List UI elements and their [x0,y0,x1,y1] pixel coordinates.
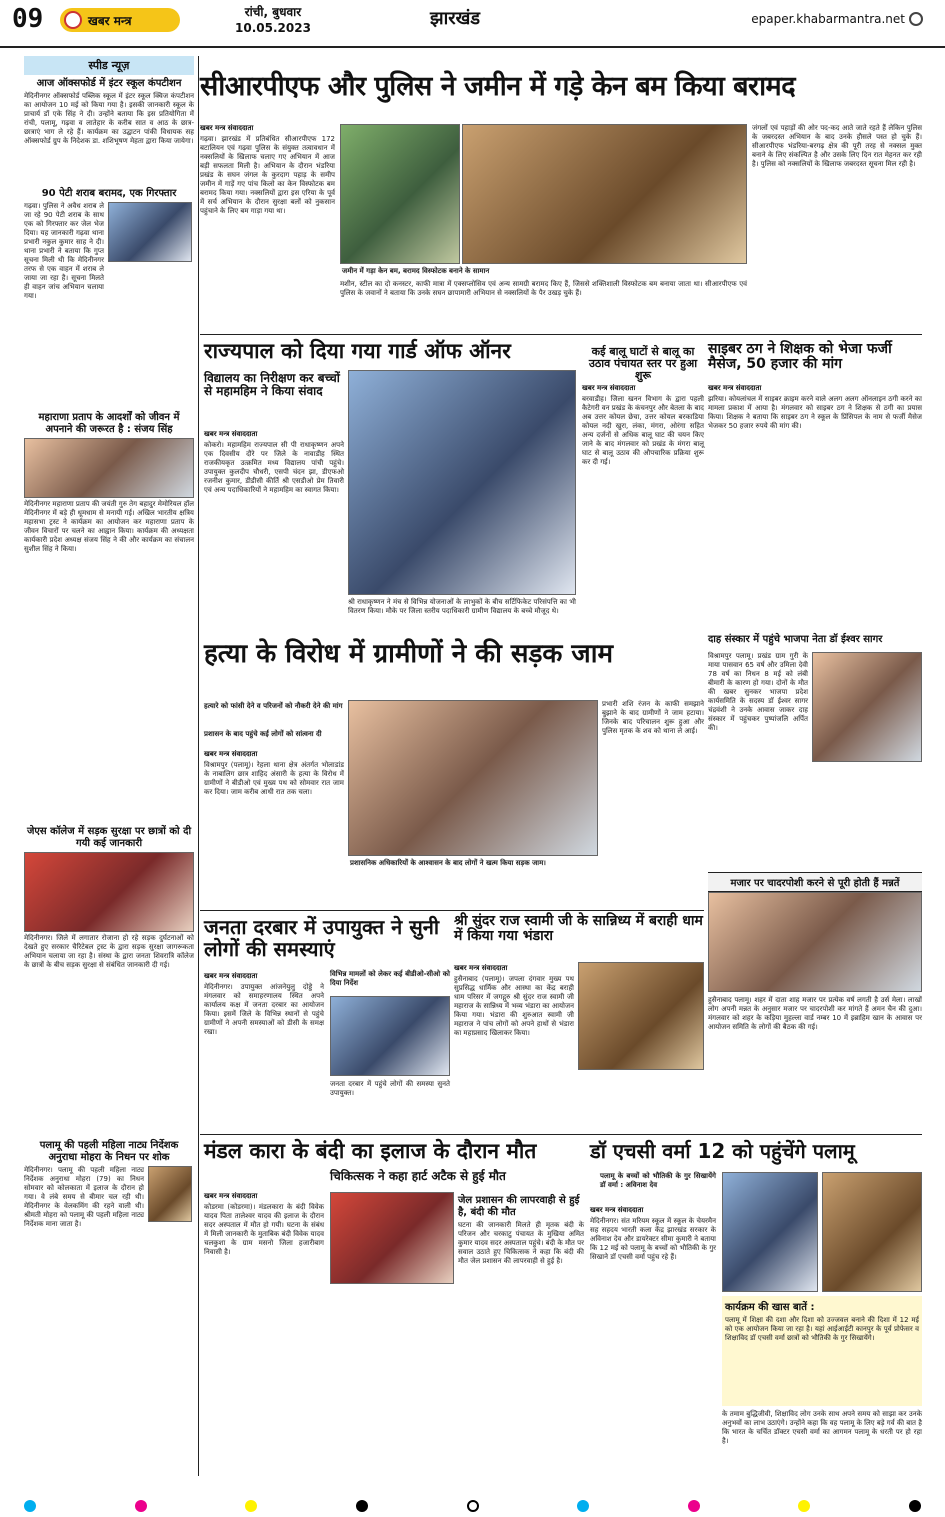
story3-body: मेदिनीनगर महाराणा प्रताप की जयंती गुरु तेग बहादुर मेमोरियल हॉल मेदिनीनगर में बड़े ही धूमधाम से मनायी गई। अखिल भारतीय क्षत्रिय महासभा ट्रस्ट ने कार्यक्रम का आयोजन कर महाराणा प्रताप के जीवन विचारों पर चलने का आह्वान किया। कार्यक्रम की अध्यक्षता कार्यकारी प्रदेश अध्यक्ष संजय सिंह ने की और कार्यक्रम का संचालन सुशील सिंह ने किया। [24,500,194,553]
mazar-body: हुसैनाबाद पलामू। शहर में दाता शाह मजार पर प्रत्येक वर्ष लगती है उर्स मेला। लाखों लोग अपनी मन्नत के अनुसार मजार पर चादरपोशी कर मांगते हैं अमन चैन की दुआ। मंगलवार को शहर के कड़िया मुहल्ला वार्ड नम्बर 10 में इब्राहिम खान के आवास पर आयोजन समिति के लोगों की बैठक की गई। [708,996,922,1031]
dr-headline: डॉ एचसी वर्मा 12 को पहुंचेंगे पलामू [590,1139,855,1163]
mandal-headline: मंडल कारा के बंदी का इलाज के दौरान मौत [204,1139,537,1163]
sand-story [582,384,704,634]
janta-photo [330,996,450,1076]
crpf-story [200,124,335,329]
murder-body: विश्रामपुर (पलामू)। रेहला थाना क्षेत्र अंतर्गत भोलाडांड के नाबालिग छात्र शाहिद अंसारी के हत्या के विरोध में ग्रामीणों ने बीडीओ एवं मुख्य पथ को सोमवार रात जाम कर दिया। जाम करीब आधी रात तक चला। [204,761,344,796]
crpf-body-2: मशीन, स्टील का दो कनस्टर, काफी मात्रा में एक्सप्लोसिव एवं अन्य सामग्री बरामद किए हैं, जिससे शक्तिशाली विस्फोटक बम बनाया जाता था। सीआरपीएफ एवं पुलिस के जवानों ने बताया कि उनके सघन छापामारी अभियान से नक्सलियों के पैर उखड़ चुके हैं। [340,280,747,297]
governor-headline: राज्यपाल को दिया गया गार्ड ऑफ ऑनर [204,339,511,363]
janta-headline: जनता दरबार में उपायुक्त ने सुनी लोगों की समस्याएं [204,915,439,961]
section-divider-3 [200,1134,922,1135]
speed-news-label: स्पीड न्यूज़ [24,56,194,75]
sand-byline: खबर मन्त्र संवाददाता [582,384,636,392]
magenta-dot [135,1500,147,1512]
cursor-icon [909,12,923,26]
city-day: रांची, बुधवार [244,5,302,19]
dr-verma-portrait-2 [822,1172,922,1292]
murder-story [204,702,344,907]
dr-story [590,1206,716,1476]
mandal-body-2: घटना की जानकारी मिलते ही मृतक बंदी के परिजन और चरकाटु पंचायत के मुखिया अमित कुमार यादव सदर अस्पताल पहुंचे। बंदी के मौत पर सवाल उठाते हुए चिकित्सक ने कहा कि बंदी की मौत जेल प्रशासन की लापरवाही से हुई है। [458,1221,584,1265]
story5-headline: पलामू की पहली महिला नाट्य निर्देशक अनुराधा मोहरा के निधन पर शोक [39,1140,179,1163]
murder-bullet-1: हत्यारे को फांसी देने व परिजनों को नौकरी देने की मांग [204,702,343,710]
mandal-story-2 [458,1192,584,1482]
bhandara-headline: श्री सुंदर राज स्वामी जी के सान्निध्य में बराही धाम में किया गया भंडारा [454,913,703,945]
janta-story [204,972,324,1130]
mandal-subhead: चिकित्सक ने कहा हार्ट अटैक से हुई मौत [330,1169,506,1183]
crpf-byline: खबर मन्त्र संवाददाता [200,124,254,132]
governor-subhead: विद्यालय का निरीक्षण कर बच्चों से महामहिम ने किया संवाद [204,371,340,399]
dr-box-body: पलामू में शिक्षा की दशा और दिशा को उज्जवल बनाने की दिशा में 12 मई को एक आयोजन किया जा रहा है। यहां आईआईटी कानपुर के पूर्व प्रोफेसर व शिक्षाविद डॉ एचसी वर्मा छात्रों को भौतिकी के गुर सिखायेंगे। [725,1316,919,1342]
governor-photo [348,370,576,595]
road-jam-caption: प्रशासनिक अधिकारियों के आश्वासन के बाद लोगों ने खत्म किया सड़क जाम। [348,858,598,869]
murder-body-2: प्रभारी शशि रंजन के काफी समझाने बुझाने के बाद ग्रामीणों ने जाम हटाया। जिनके बाद परिचालन शुरू हुआ और पुलिस मृतक के शव को थाना ले आई। [602,700,704,735]
story2-body-cont [24,284,194,404]
story1-body: मेदिनीनगर ऑक्सफोर्ड पब्लिक स्कूल में इंटर स्कूल क्विज कंपटीशन का आयोजन 10 मई को किया गया है। इसकी जानकारी स्कूल के प्राचार्य डॉ एके सिंह ने दी। उन्होंने बताया कि इस प्रतियोगिता में रांची, पलामू, गढ़वा व लातेहार के करीब सात व आठ के छात्र-छात्राएं भाग ले रहे हैं। कार्यक्रम का उद्घाटन पांकी विधायक सह ऑक्सफोर्ड ग्रुप के निदेशक डा. शशिभूषण मेहता द्वारा किया जायेगा। [24,92,194,145]
story4-headline: जेएस कॉलेज में सड़क सुरक्षा पर छात्रों को दी गयी कई जानकारी [26,826,192,849]
dr-box-head: कार्यक्रम की खास बातें : [725,1302,815,1313]
bhandara-photo [578,962,704,1070]
road-safety-photo [24,852,194,932]
governor-caption: श्री राधाकृष्णन ने मंच से विभिन्न योजनाओं के लाभुकों के बीच सर्टिफिकेट परिसंपत्ति का भी वितरण किया। मौके पर जिला स्तरीय पदाधिकारी ग्रामीण विद्यालय के बच्चे मौजूद थे। [348,598,576,615]
police-photo [108,202,192,262]
cyber-body: झरिया। कोयलांचल में साइबर क्राइम करने वाले अलग अलग ऑनलाइन ठगी करने का मामला प्रकाश में आया है। मंगलवार को साइबर ठग ने शिक्षक से ठगी का प्रयास किया। शिक्षक ने बताया कि साइबर ठग ने स्कूल के प्रिंसिपल के नाम से फर्जी मैसेज भेजकर 50 हजार रुपये की मांग की। [708,395,922,430]
story1-headline: आज ऑक्सफोर्ड में इंटर स्कूल कंपटीशन [36,78,182,89]
black-dot-2 [909,1500,921,1512]
dr-fact-box [722,1296,922,1406]
anuradha-portrait [148,1166,192,1222]
bhandara-body: हुसैनाबाद (पलामू)। जपला दंगवार मुख्य पथ सुप्रसिद्ध धार्मिक और आस्था का केंद्र बराही धाम परिसर में जगद्गुरु श्री सुंदर राज स्वामी जी महाराज के सान्निध्य में भव्य भंडारा का आयोजन किया गया। भंडारा की शुरुआत स्वामी जी महाराज ने पांच लोगों को अपने हाथों से भंडारा का महाप्रसाद खिलाकर किया। [454,975,574,1037]
magenta-dot-2 [688,1500,700,1512]
janta-byline: खबर मन्त्र संवाददाता [204,972,258,980]
dr-verma-portrait-1 [722,1172,818,1292]
sand-body: बरवाडीह। जिला खनन विभाग के द्वारा पहली कैटेगरी वन प्रखंड के कंचनपुर और बेतला के बाद अब उत्तर कोयल छेचा, उत्तर कोयल बरकाडिया कोयल नदी खुरा, लंका, मंगरा, ओरंगा सहित अन्य दर्जनों से अधिक बालू घाट की चयन किए जाने के बाद मंगलवार को प्रखंड के मंगरा बालू घाट से बालू उठाव की औपचारिक प्रक्रिया शुरू कर दी गई। [582,395,704,466]
crpf-headline: सीआरपीएफ और पुलिस ने जमीन में गड़े केन बम किया बरामद [200,71,796,102]
road-jam-photo [348,700,598,856]
yellow-dot [245,1500,257,1512]
section-title: झारखंड [430,8,480,29]
story2-headline: 90 पेटी शराब बरामद, एक गिरफ्तार [41,188,177,199]
section-divider [200,334,922,335]
cyan-dot [24,1500,36,1512]
cyber-story [708,384,922,624]
governor-body: कोकरो। महामहिम राज्यपाल सी पी राधाकृष्णन अपने एक दिवसीय दौरे पर जिले के नावाडीह स्थित राजकीयकृत उत्क्रमित मध्य विद्यालय पांची पहुंचे। उपायुक्त कुलदीप चौधरी, एसपी चंदन झा, डीएफओ रजनीश कुमार, डीडीसी कीर्ति श्री एसडीओ प्रेम तिवारी एवं अन्य पदाधिकारियों ने महामहिम का स्वागत किया। [204,441,344,494]
yellow-dot-2 [798,1500,810,1512]
dr-body: मेदिनीनगर। संत मरियम स्कूल में स्कूल के चेयरमैन सह सहदय भारती कला केंद्र झारखंड सरकार के अविनाश देव और डायरेक्टर सीमा कुमारी ने बताया कि 12 मई को पलामू के बच्चों को भौतिकी के गुर सिखाने डॉ एचसी वर्मा पहुंच रहे हैं। [590,1217,716,1261]
murder-headline: हत्या के विरोध में ग्रामीणों ने की सड़क जाम [204,639,614,669]
page-header [0,0,945,48]
crpf-photo-2 [462,124,747,264]
page-number: 09 [12,4,44,34]
cyber-byline: खबर मन्त्र संवाददाता [708,384,762,392]
mandal-story [204,1192,324,1482]
governor-byline: खबर मन्त्र संवाददाता [204,430,258,438]
mazar-photo [708,892,922,992]
mandal-byline: खबर मन्त्र संवाददाता [204,1192,258,1200]
dr-byline: खबर मन्त्र संवाददाता [590,1206,644,1214]
black-dot [356,1500,368,1512]
janta-body: मेदिनीनगर। उपायुक्त आंजनेयुलु दोड्डे ने मंगलवार को समाहरणालय स्थित अपने कार्यालय कक्ष में जनता दरबार का आयोजन किया। इसमें जिले के विभिन्न स्थानों से पहुंचे ग्रामीणों ने अपनी समस्याओं को डीसी के समक्ष रखा। [204,983,324,1036]
story3-headline: महाराणा प्रताप के आदर्शों को जीवन में अपनाने की जरूरत है : संजय सिंह [38,412,180,435]
janta-caption: जनता दरबार में पहुंचे लोगों की समस्या सुनते उपायुक्त। [330,1080,450,1097]
crpf-right-body: जंगलों एवं पहाड़ों की ओर पद-कद आते जाते रहते हैं लेकिन पुलिस के जबरदस्त अभियान के बाद उनके हौसले पस्त हो चुके हैं। सीआरपीएफ भंडरिया-बरगढ़ क्षेत्र की पूरी तरह से नक्सल मुक्त बनाने के लिए संकल्पित है और उसके लिए दिन रात मेहनत कर रही है। पुलिस को नक्सलियों के खिलाफ जबरदस्त सूचना मिल रही है। [752,124,922,168]
brand-logo-icon [64,11,82,29]
mandal-subhead-2: जेल प्रशासन की लापरवाही से हुई है, बंदी की मौत [458,1195,580,1218]
story2-body: गढ़वा। पुलिस ने अवैध शराब ले जा रहे 90 पेटी शराब के साथ एक को गिरफ्तार कर जेल भेज दिया। यह जानकारी गढ़वा थाना प्रभारी नकुल कुमार साह ने दी। थाना प्रभारी ने बताया कि गुप्त सूचना मिली थी कि मेदिनीनगर तरफ से एक वाहन में शराब ले जाया जा रहा है। सूचना मिलते ही वाहन जांच अभियान चलाया गया। [24,202,104,300]
bhandara-story [454,964,574,1130]
dr-end: के तमाम बुद्धिजीवी, शिक्षाविद लोग उनके साथ अपने समय को साझा कर उनके अनुभवों का लाभ उठाएंगे। उन्होंने कहा कि वह पलामू के लिए बड़े गर्व की बात है कि भारत के चर्चित डॉक्टर एचसी वर्मा का आगमन पलामू के धरती पर हो रहा है। [722,1410,922,1445]
target-icon [467,1500,479,1512]
dr-bullet: पलामू के बच्चों को भौतिकी के गुर सिखायेंगे डॉ वर्मा : अविनाश देव [600,1172,716,1189]
issue-date: 10.05.2023 [235,21,311,35]
sand-headline: कई बालू घाटों से बालू का उठाव पंचायत स्तर पर हुआ शुरू [588,345,698,383]
crpf-photo-1 [340,124,460,264]
mandal-photo [330,1192,454,1284]
murder-bullet-2: प्रशासन के बाद पहुंचे कई लोगों को सांत्वना दी [204,730,322,738]
cyber-headline: साइबर ठग ने शिक्षक को भेजा फर्जी मैसेज, 50 हजार की मांग [708,341,892,373]
story4-body: मेदिनीनगर। जिले में लगातार रोजाना हो रहे सड़क दुर्घटनाओं को देखते हुए सरकार चैरिटेबल ट्रस्ट के द्वारा सड़क सुरक्षा जागरूकता अभियान चलाया जा रहा है। संस्था के द्वारा जनता शिवरात्रि कॉलेज के छात्रों के बीच सड़क सुरक्षा से संबंधित जानकारी दी गई। [24,934,194,969]
maharana-event-photo [24,438,194,498]
janta-bullet: विभिन्न मामलों को लेकर कई बीडीओ-सीओ को दिया निर्देश [330,970,450,987]
governor-story [204,430,344,630]
dateline [235,4,311,36]
brand-logo-bar [60,8,180,32]
cremation-body: विश्रामपुर पलामू। प्रखंड ग्राम गुरी के माया पासवान 65 वर्ष और उमिला देवी 78 वर्ष का निधन 8 मई को लंबी बीमारी के कारण हो गया। दोनों के मौत की खबर सुनकर भाजपा प्रदेश कार्यसमिति के सदस्य डॉ ईश्वर सागर चंद्रवंशी ने उनके आवास जाकर दाह संस्कार में पहुंचकर पुष्पांजलि अर्पित की। [708,652,808,732]
mazar-headline: मजार पर चादरपोशी करने से पूरी होती हैं मन्नतें [708,872,922,892]
story5-body: मेदिनीनगर। पलामू की पहली महिला नाट्य निर्देशक अनुराधा मोहरा (79) का निधन सोमवार को कोलकाता में इलाज के दौरान हो गया। वे लंबे समय से बीमार चल रही थी। मेदिनीनगर के वेलकमिंग की रहने वाली थी। श्रीमती मोहरा को पलामू की पहली महिला नाट्य निर्देशक माना जाता है। [24,1166,144,1228]
murder-byline: खबर मन्त्र संवाददाता [204,750,258,758]
left-column [24,56,194,1466]
column-divider [198,56,199,1476]
brand-name: खबर मन्त्र [88,13,132,28]
mandal-body: कोडरमा (कोडरमा)। मंडलकारा के बंदी विवेक यादव पिता तालेश्वर यादव की इलाज के दौरान सदर अस्पताल में मौत हो गयी। घटना के संबंध में मिली जानकारी के मुताबिक बंदी विवेक यादव चलकुशा के ग्राम मसनो जिला हजारीबाग निवासी है। [204,1203,324,1256]
epaper-url[interactable]: epaper.khabarmantra.net [751,12,905,26]
section-divider-2 [200,910,704,911]
cremation-headline: दाह संस्कार में पहुंचे भाजपा नेता डॉ ईश्वर सागर [708,634,883,645]
print-registration-marks [0,1495,945,1517]
crpf-body: गढ़वा। झारखंड में प्रतिबंधित सीआरपीएफ 172 बटालियन एवं गढ़वा पुलिस के संयुक्त तत्वावधान में नक्सलियों के खिलाफ चलाए गए अभियान में आज बड़ी सफलता मिली है। अभियान के दौरान भंडरिया प्रखंड के सघन जंगल के कुरदाग पहाड़ के समीप जमीन में गाड़ें गए पांच किलो का केन विस्फोटक बम बरामद किया गया। नक्सलियों द्वारा इस एरिया के पूर्व में सर्च अभियान के दौरान सुरक्षा बलों को नुकसान पहुंचाने के लिए बम गाड़ा गया था। [200,135,335,215]
cyan-dot-2 [577,1500,589,1512]
bhandara-byline: खबर मन्त्र संवाददाता [454,964,508,972]
cremation-photo [812,652,922,762]
crpf-caption: जमीन में गड़ा केन बम, बरामद विस्फोटक बनाने के सामान [340,266,747,277]
